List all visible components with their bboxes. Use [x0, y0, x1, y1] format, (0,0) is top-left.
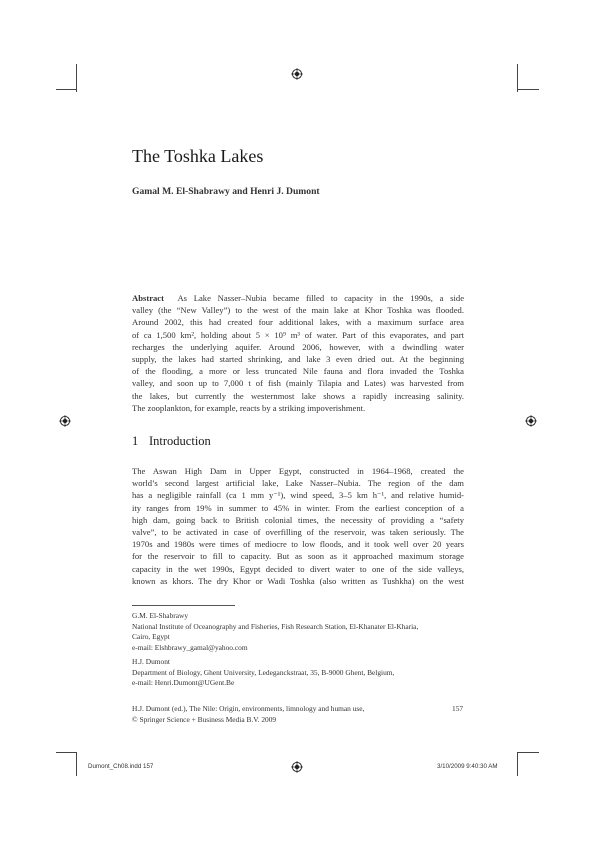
abstract-line: of ca 1,500 km², holding about 5 × 10⁹ m³ of water. Part of this evaporates, and part — [132, 329, 464, 340]
body-line: ity ranges from 19% in summer to 45% in winter. From the earliest conception of a — [132, 502, 464, 513]
registration-mark-icon — [291, 761, 303, 773]
body-line: known as khors. The dry Khor or Wadi Toshka (also written as Tushkha) on the west — [132, 575, 464, 586]
body-paragraph — [132, 465, 464, 587]
body-line: has a negligible rainfall (ca 1 mm y⁻¹), wind speed, 3–5 km h⁻¹, and relative humid- — [132, 490, 464, 501]
abstract — [132, 292, 464, 414]
abstract-line: the lakes, but currently the westernmost lake shows a rapidly increasing salinity. — [132, 390, 464, 401]
body-line: valve”, to be activated in case of overfilling of the reservoir, was taken seriously. The — [132, 526, 464, 537]
citation-line: © Springer Science + Business Media B.V. 2009 — [132, 714, 277, 724]
author1-affiliation — [132, 611, 470, 653]
body-line: for the reservoir to fill to capacity. But as soon as it approached maximum storage — [132, 551, 464, 562]
body-line: capacity in the wet 1990s, Egypt decided to divert water to one of the side valleys, — [132, 563, 464, 574]
crop-mark-icon — [517, 89, 539, 90]
section-title: Introduction — [149, 434, 211, 448]
crop-mark-icon — [76, 64, 77, 92]
body-line: 1970s and 1980s were times of mediocre to low floods, and it took well over 20 years — [132, 539, 464, 550]
body-line: world’s second largest artificial lake, Lake Nasser–Nubia. The region of the dam — [132, 478, 464, 489]
citation-line: H.J. Dumont (ed.), The Nile: Origin, environments, limnology and human use, — [132, 704, 365, 713]
abstract-line: of the flooding, a more or less truncated Nile fauna and flora invaded the Toshka — [132, 366, 464, 377]
author-line: Gamal M. El-Shabrawy and Henri J. Dumont — [132, 186, 320, 197]
slug-filename: Dumont_Ch08.indd 157 — [88, 763, 154, 770]
footnote-line: Department of Biology, Ghent University, Ledeganckstraat, 35, B-9000 Ghent, Belgium, — [132, 667, 395, 677]
abstract-line: recharges the underlying aquifer. Around 2006, however, with a dwindling water — [132, 341, 464, 352]
footnote-line: H.J. Dumont — [132, 657, 170, 666]
footnote-line: Cairo, Egypt — [132, 632, 170, 642]
citation — [132, 704, 470, 725]
registration-mark-icon — [59, 415, 71, 427]
footnote-line: G.M. El-Shabrawy — [132, 611, 189, 620]
abstract-line: valley (the “New Valley”) to the west of the main lake at Khor Toshka was flooded. — [132, 305, 464, 316]
footnote-line: e-mail: Henri.Dumont@UGent.Be — [132, 678, 235, 688]
footnote-rule — [132, 605, 235, 606]
abstract-line: Abstract As Lake Nasser–Nubia became filled to capacity in the 1990s, a side — [132, 293, 464, 303]
body-line: high dam, going back to British colonial times, the necessity of providing a “safety — [132, 514, 464, 525]
page-number: 157 — [452, 704, 464, 713]
abstract-line: supply, the lakes had started shrinking, and lake 3 even dried out. At the beginning — [132, 353, 464, 364]
slug-timestamp: 3/10/2009 9:40:30 AM — [437, 763, 498, 770]
footnote-line: National Institute of Oceanography and Fisheries, Fish Research Station, El-Khanater El-Kharia, — [132, 621, 419, 631]
crop-mark-icon — [56, 752, 76, 753]
abstract-line: Around 2002, this had created four additional lakes, with a maximum surface area — [132, 317, 464, 328]
crop-mark-icon — [76, 752, 77, 776]
author2-affiliation — [132, 657, 470, 689]
abstract-heading: Abstract — [132, 293, 164, 303]
chapter-title: The Toshka Lakes — [132, 146, 264, 166]
body-line: The Aswan High Dam in Upper Egypt, constructed in 1964–1968, created the — [132, 466, 464, 476]
footnote-line: e-mail: Elshbrawy_gamal@yahoo.com — [132, 642, 248, 652]
registration-mark-icon — [291, 68, 303, 80]
abstract-line: The zooplankton, for example, reacts by a striking impoverishment. — [132, 402, 366, 413]
crop-mark-icon — [56, 89, 76, 90]
section-heading — [132, 434, 211, 449]
registration-mark-icon — [525, 415, 537, 427]
section-number: 1 — [132, 434, 139, 448]
crop-mark-icon — [517, 64, 518, 92]
crop-mark-icon — [517, 752, 539, 753]
abstract-line: valley, and soon up to 7,000 t of fish (mainly Tilapia and Lates) was harvested from — [132, 378, 464, 389]
crop-mark-icon — [517, 752, 518, 776]
